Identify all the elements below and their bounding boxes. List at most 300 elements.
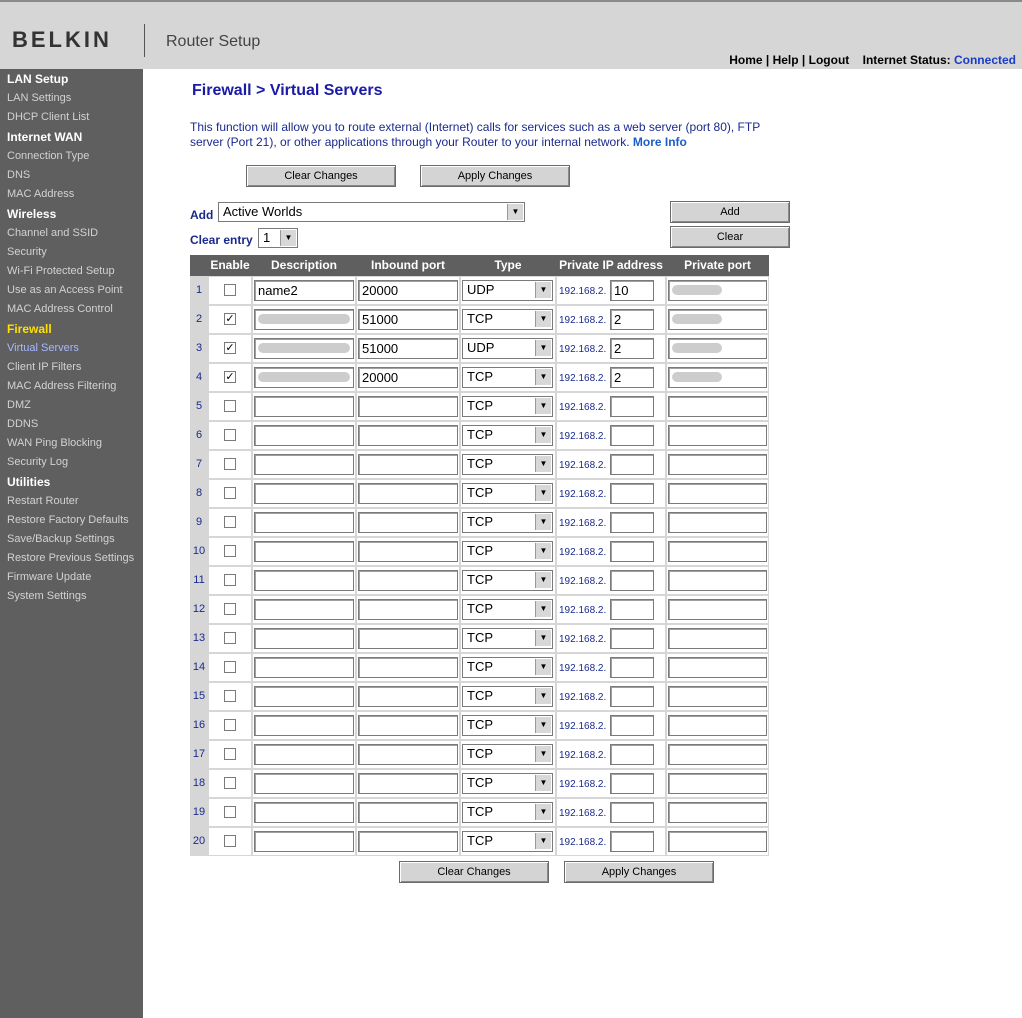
private-port-input[interactable] (668, 425, 767, 446)
private-port-input[interactable] (668, 396, 767, 417)
table-row (190, 711, 769, 740)
table-row (190, 827, 769, 856)
table-row (190, 595, 769, 624)
enable-checkbox[interactable] (224, 719, 236, 731)
type-select[interactable] (462, 831, 553, 852)
private-port-input[interactable] (668, 686, 767, 707)
chevron-down-icon: ▼ (535, 340, 551, 356)
private-ip-field (557, 740, 665, 769)
clear-changes-button-top[interactable]: Clear Changes (246, 165, 396, 187)
private-ip-input[interactable] (610, 512, 654, 533)
type-value: TCP (467, 775, 493, 790)
chevron-down-icon: ▼ (535, 398, 551, 414)
description-input[interactable] (254, 396, 354, 417)
private-ip-field (557, 595, 665, 624)
table-row (190, 653, 769, 682)
type-select[interactable] (462, 686, 553, 707)
private-ip-input[interactable] (610, 802, 654, 823)
private-port-input[interactable] (668, 715, 767, 736)
type-value: TCP (467, 485, 493, 500)
table-row (190, 392, 769, 421)
logout-link[interactable]: Logout (808, 53, 850, 67)
private-ip-field (557, 363, 665, 392)
inbound-port-input[interactable] (358, 512, 458, 533)
chevron-down-icon: ▼ (535, 804, 551, 820)
inbound-port-input[interactable] (358, 657, 458, 678)
chevron-down-icon: ▼ (535, 659, 551, 675)
redacted-mark (258, 314, 350, 324)
enable-checkbox[interactable] (224, 632, 236, 644)
table-row (190, 363, 769, 392)
inbound-port-input[interactable] (358, 570, 458, 591)
column-private-port: Private port (684, 258, 751, 272)
enable-checkbox[interactable] (224, 458, 236, 470)
private-ip-field (557, 421, 665, 450)
table-row (190, 334, 769, 363)
type-select[interactable] (462, 570, 553, 591)
apply-changes-button-top[interactable]: Apply Changes (420, 165, 570, 187)
private-ip-field (557, 508, 665, 537)
sidebar-item-mac-filtering[interactable]: MAC Address Filtering (7, 380, 117, 392)
private-ip-field (557, 682, 665, 711)
type-select[interactable] (462, 396, 553, 417)
chevron-down-icon: ▼ (535, 601, 551, 617)
table-row (190, 276, 769, 305)
table-row (190, 624, 769, 653)
sidebar-item-dhcp-client-list[interactable]: DHCP Client List (7, 111, 90, 123)
row-number: 16 (190, 711, 208, 740)
inbound-port-input[interactable] (358, 686, 458, 707)
chevron-down-icon: ▼ (535, 775, 551, 791)
enable-checkbox[interactable] (224, 690, 236, 702)
table-row (190, 769, 769, 798)
private-ip-input[interactable] (610, 541, 654, 562)
ip-prefix: 192.168.2. (559, 373, 607, 384)
type-value: TCP (467, 369, 493, 384)
table-row (190, 450, 769, 479)
help-link[interactable]: Help (772, 53, 799, 67)
clear-entry-select[interactable] (258, 228, 298, 248)
row-number: 14 (190, 653, 208, 682)
chevron-down-icon: ▼ (535, 630, 551, 646)
private-port-input[interactable] (668, 570, 767, 591)
enable-checkbox[interactable]: ✓ (225, 371, 235, 383)
type-value: TCP (467, 311, 493, 326)
description-input[interactable] (254, 599, 354, 620)
description-input[interactable] (254, 454, 354, 475)
table-row (190, 537, 769, 566)
private-ip-input[interactable]: 2 (610, 338, 654, 359)
row-number: 7 (190, 450, 208, 479)
private-ip-field (557, 827, 665, 856)
private-ip-input[interactable] (610, 686, 654, 707)
private-ip-input[interactable] (610, 831, 654, 852)
type-select[interactable] (462, 483, 553, 504)
chevron-down-icon: ▼ (280, 230, 296, 246)
row-number: 1 (190, 276, 208, 305)
private-ip-input[interactable] (610, 396, 654, 417)
row-number: 15 (190, 682, 208, 711)
type-value: UDP (467, 282, 495, 297)
page-title: Firewall > Virtual Servers (192, 82, 383, 99)
column-private-ip: Private IP address (559, 258, 663, 272)
enable-checkbox[interactable] (224, 545, 236, 557)
type-value: TCP (467, 456, 493, 471)
description-input[interactable] (254, 802, 354, 823)
sidebar-section-lan-setup: LAN Setup (7, 72, 69, 86)
enable-checkbox[interactable] (224, 806, 236, 818)
row-number: 17 (190, 740, 208, 769)
sidebar (0, 69, 143, 1018)
sidebar-item-dns[interactable]: DNS (7, 169, 31, 181)
table-row (190, 740, 769, 769)
table-row (190, 508, 769, 537)
add-service-value: Active Worlds (223, 204, 303, 219)
inbound-port-input[interactable]: 20000 (358, 367, 458, 388)
enable-checkbox[interactable]: ✓ (225, 342, 235, 354)
sidebar-item-lan-settings[interactable]: LAN Settings (7, 92, 72, 104)
ip-prefix: 192.168.2. (559, 402, 607, 413)
sidebar-item-wifi-protected-setup[interactable]: Wi-Fi Protected Setup (7, 265, 115, 277)
sidebar-item-restore-factory[interactable]: Restore Factory Defaults (7, 514, 129, 526)
row-number: 13 (190, 624, 208, 653)
ip-prefix: 192.168.2. (559, 750, 607, 761)
enable-checkbox[interactable] (224, 603, 236, 615)
inbound-port-input[interactable] (358, 541, 458, 562)
ip-prefix: 192.168.2. (559, 489, 607, 500)
description-input[interactable] (254, 512, 354, 533)
enable-checkbox[interactable] (224, 835, 236, 847)
clear-changes-button-bottom[interactable]: Clear Changes (399, 861, 549, 883)
type-select[interactable] (462, 367, 553, 388)
type-value: TCP (467, 398, 493, 413)
private-ip-field (557, 769, 665, 798)
sidebar-section-internet-wan: Internet WAN (7, 130, 83, 144)
header-bar (0, 0, 1022, 69)
row-number: 2 (190, 305, 208, 334)
row-number: 8 (190, 479, 208, 508)
type-select[interactable] (462, 512, 553, 533)
type-select[interactable] (462, 309, 553, 330)
row-number: 10 (190, 537, 208, 566)
private-ip-input[interactable]: 2 (610, 309, 654, 330)
ip-prefix: 192.168.2. (559, 692, 607, 703)
private-port-input[interactable] (668, 541, 767, 562)
type-select[interactable] (462, 338, 553, 359)
private-ip-input[interactable]: 10 (610, 280, 654, 301)
sidebar-item-security[interactable]: Security (7, 246, 47, 258)
chevron-down-icon: ▼ (535, 572, 551, 588)
internet-status-value: Connected (953, 53, 1016, 67)
inbound-port-input[interactable] (358, 715, 458, 736)
chevron-down-icon: ▼ (535, 369, 551, 385)
redacted-mark (258, 372, 350, 382)
table-row (190, 479, 769, 508)
type-value: TCP (467, 630, 493, 645)
chevron-down-icon: ▼ (535, 717, 551, 733)
type-select[interactable] (462, 541, 553, 562)
sidebar-item-firmware-update[interactable]: Firmware Update (7, 571, 92, 583)
table-row (190, 305, 769, 334)
column-description: Description (270, 258, 337, 272)
row-number: 11 (190, 566, 208, 595)
table-row (190, 798, 769, 827)
ip-prefix: 192.168.2. (559, 576, 607, 587)
private-ip-input[interactable] (610, 483, 654, 504)
belkin-logo: BELKIN (12, 27, 112, 52)
app-title: Router Setup (166, 33, 261, 50)
description-input[interactable] (254, 483, 354, 504)
private-port-input[interactable] (668, 599, 767, 620)
private-ip-input[interactable] (610, 715, 654, 736)
private-ip-field (557, 450, 665, 479)
more-info-link[interactable]: More Info (632, 135, 687, 149)
column-enable: Enable (210, 258, 250, 272)
type-select[interactable] (462, 715, 553, 736)
private-ip-field (557, 305, 665, 334)
private-port-input[interactable] (668, 454, 767, 475)
type-value: TCP (467, 746, 493, 761)
chevron-down-icon: ▼ (535, 688, 551, 704)
sidebar-item-client-ip-filters[interactable]: Client IP Filters (7, 361, 82, 373)
table-row (190, 682, 769, 711)
clear-entry-value: 1 (263, 230, 271, 245)
private-ip-field (557, 653, 665, 682)
type-select[interactable] (462, 657, 553, 678)
sidebar-item-restart-router[interactable]: Restart Router (7, 495, 79, 507)
column-inbound-port: Inbound port (371, 258, 445, 272)
redacted-mark (672, 343, 722, 353)
ip-prefix: 192.168.2. (559, 779, 607, 790)
private-ip-field (557, 566, 665, 595)
sidebar-item-security-log[interactable]: Security Log (7, 456, 69, 468)
private-ip-input[interactable] (610, 657, 654, 678)
sidebar-section-utilities: Utilities (7, 475, 51, 489)
chevron-down-icon: ▼ (535, 456, 551, 472)
type-value: TCP (467, 717, 493, 732)
type-value: TCP (467, 514, 493, 529)
sidebar-section-firewall: Firewall (7, 322, 52, 336)
sidebar-item-access-point[interactable]: Use as an Access Point (7, 284, 123, 296)
redacted-mark (672, 372, 722, 382)
row-number: 19 (190, 798, 208, 827)
sidebar-item-connection-type[interactable]: Connection Type (7, 150, 90, 162)
inbound-port-input[interactable] (358, 628, 458, 649)
sidebar-item-wan-ping-blocking[interactable]: WAN Ping Blocking (7, 437, 102, 449)
description-input[interactable] (254, 425, 354, 446)
ip-prefix: 192.168.2. (559, 605, 607, 616)
sidebar-item-dmz[interactable]: DMZ (7, 399, 31, 411)
row-number: 3 (190, 334, 208, 363)
enable-checkbox[interactable] (224, 487, 236, 499)
type-select[interactable] (462, 802, 553, 823)
table-header (190, 255, 769, 276)
description-input[interactable] (254, 686, 354, 707)
sidebar-item-restore-previous[interactable]: Restore Previous Settings (7, 552, 135, 564)
private-ip-field (557, 276, 665, 305)
enable-checkbox[interactable] (224, 661, 236, 673)
type-select[interactable] (462, 744, 553, 765)
row-number: 12 (190, 595, 208, 624)
private-ip-input[interactable] (610, 454, 654, 475)
type-value: TCP (467, 572, 493, 587)
sidebar-item-ddns[interactable]: DDNS (7, 418, 39, 430)
add-button[interactable]: Add (670, 201, 790, 223)
chevron-down-icon: ▼ (507, 204, 523, 220)
private-ip-field (557, 624, 665, 653)
redacted-mark (672, 314, 722, 324)
ip-prefix: 192.168.2. (559, 663, 607, 674)
row-number: 9 (190, 508, 208, 537)
chevron-down-icon: ▼ (535, 427, 551, 443)
description-text: This function will allow you to route external (Internet) calls for services such as a web server (port 80), FTP server (Port 21), or other applications through your Router to your internal network. (190, 120, 761, 149)
type-value: TCP (467, 659, 493, 674)
type-value: TCP (467, 543, 493, 558)
private-ip-input[interactable]: 2 (610, 367, 654, 388)
inbound-port-input[interactable] (358, 802, 458, 823)
add-service-select[interactable] (218, 202, 525, 222)
chevron-down-icon: ▼ (535, 311, 551, 327)
inbound-port-input[interactable] (358, 773, 458, 794)
description-input[interactable] (254, 628, 354, 649)
description-input[interactable] (254, 570, 354, 591)
private-ip-input[interactable] (610, 599, 654, 620)
sidebar-item-channel-ssid[interactable]: Channel and SSID (7, 227, 99, 239)
ip-prefix: 192.168.2. (559, 837, 607, 848)
private-ip-input[interactable] (610, 425, 654, 446)
private-ip-field (557, 334, 665, 363)
type-select[interactable] (462, 454, 553, 475)
type-value: TCP (467, 833, 493, 848)
chevron-down-icon: ▼ (535, 485, 551, 501)
logo-divider (144, 24, 145, 57)
type-select[interactable] (462, 773, 553, 794)
ip-prefix: 192.168.2. (559, 808, 607, 819)
ip-prefix: 192.168.2. (559, 344, 607, 355)
sidebar-item-save-backup[interactable]: Save/Backup Settings (7, 533, 115, 545)
inbound-port-input[interactable] (358, 831, 458, 852)
type-select[interactable] (462, 280, 553, 301)
inbound-port-input[interactable] (358, 425, 458, 446)
type-select[interactable] (462, 599, 553, 620)
chevron-down-icon: ▼ (535, 746, 551, 762)
type-value: UDP (467, 340, 495, 355)
enable-checkbox[interactable] (224, 400, 236, 412)
private-ip-field (557, 798, 665, 827)
ip-prefix: 192.168.2. (559, 721, 607, 732)
add-label: Add (190, 208, 214, 222)
private-ip-field (557, 479, 665, 508)
description-input[interactable]: name2 (254, 280, 354, 301)
enable-checkbox[interactable] (224, 777, 236, 789)
private-port-input[interactable] (668, 628, 767, 649)
sidebar-item-virtual-servers[interactable]: Virtual Servers (7, 342, 79, 354)
ip-prefix: 192.168.2. (559, 460, 607, 471)
inbound-port-input[interactable]: 20000 (358, 280, 458, 301)
inbound-port-input[interactable] (358, 599, 458, 620)
ip-prefix: 192.168.2. (559, 431, 607, 442)
sidebar-item-mac-address-control[interactable]: MAC Address Control (7, 303, 113, 315)
table-row (190, 566, 769, 595)
inbound-port-input[interactable] (358, 396, 458, 417)
enable-checkbox[interactable] (224, 748, 236, 760)
private-ip-input[interactable] (610, 570, 654, 591)
type-value: TCP (467, 601, 493, 616)
ip-prefix: 192.168.2. (559, 315, 607, 326)
description-input[interactable] (254, 657, 354, 678)
private-port-input[interactable] (668, 483, 767, 504)
chevron-down-icon: ▼ (535, 514, 551, 530)
type-value: TCP (467, 688, 493, 703)
enable-checkbox[interactable] (224, 284, 236, 296)
description-input[interactable] (254, 541, 354, 562)
internet-status-label: Internet Status: (862, 53, 951, 67)
description-input[interactable] (254, 744, 354, 765)
private-ip-field (557, 392, 665, 421)
chevron-down-icon: ▼ (535, 543, 551, 559)
description-input[interactable] (254, 715, 354, 736)
sidebar-item-mac-address[interactable]: MAC Address (7, 188, 75, 200)
home-link[interactable]: Home (729, 53, 763, 67)
private-port-input[interactable] (668, 773, 767, 794)
description-input[interactable] (254, 831, 354, 852)
row-number: 6 (190, 421, 208, 450)
chevron-down-icon: ▼ (535, 282, 551, 298)
inbound-port-input[interactable] (358, 454, 458, 475)
row-number: 18 (190, 769, 208, 798)
inbound-port-input[interactable]: 51000 (358, 338, 458, 359)
private-ip-input[interactable] (610, 744, 654, 765)
ip-prefix: 192.168.2. (559, 518, 607, 529)
private-ip-input[interactable] (610, 628, 654, 649)
inbound-port-input[interactable] (358, 483, 458, 504)
private-ip-field (557, 711, 665, 740)
chevron-down-icon: ▼ (535, 833, 551, 849)
enable-checkbox[interactable]: ✓ (225, 313, 235, 325)
apply-changes-button-bottom[interactable]: Apply Changes (564, 861, 714, 883)
ip-prefix: 192.168.2. (559, 547, 607, 558)
enable-checkbox[interactable] (224, 574, 236, 586)
redacted-mark (258, 343, 350, 353)
description-input[interactable] (254, 773, 354, 794)
type-value: TCP (467, 804, 493, 819)
type-value: TCP (467, 427, 493, 442)
enable-checkbox[interactable] (224, 429, 236, 441)
private-port-input[interactable] (668, 657, 767, 678)
redacted-mark (672, 285, 722, 295)
clear-button[interactable]: Clear (670, 226, 790, 248)
column-type: Type (494, 258, 522, 272)
sidebar-item-system-settings[interactable]: System Settings (7, 590, 87, 602)
inbound-port-input[interactable] (358, 744, 458, 765)
header-links: Home | Help | Logout Internet Status: Connected (729, 53, 1016, 67)
ip-prefix: 192.168.2. (559, 286, 607, 297)
type-select[interactable] (462, 628, 553, 649)
page-description (190, 120, 790, 150)
private-port-input[interactable] (668, 512, 767, 533)
private-ip-input[interactable] (610, 773, 654, 794)
private-port-input[interactable] (668, 744, 767, 765)
table-row (190, 421, 769, 450)
private-port-input[interactable] (668, 831, 767, 852)
private-port-input[interactable] (668, 802, 767, 823)
row-number: 5 (190, 392, 208, 421)
inbound-port-input[interactable]: 51000 (358, 309, 458, 330)
type-select[interactable] (462, 425, 553, 446)
enable-checkbox[interactable] (224, 516, 236, 528)
row-number: 20 (190, 827, 208, 856)
private-ip-field (557, 537, 665, 566)
